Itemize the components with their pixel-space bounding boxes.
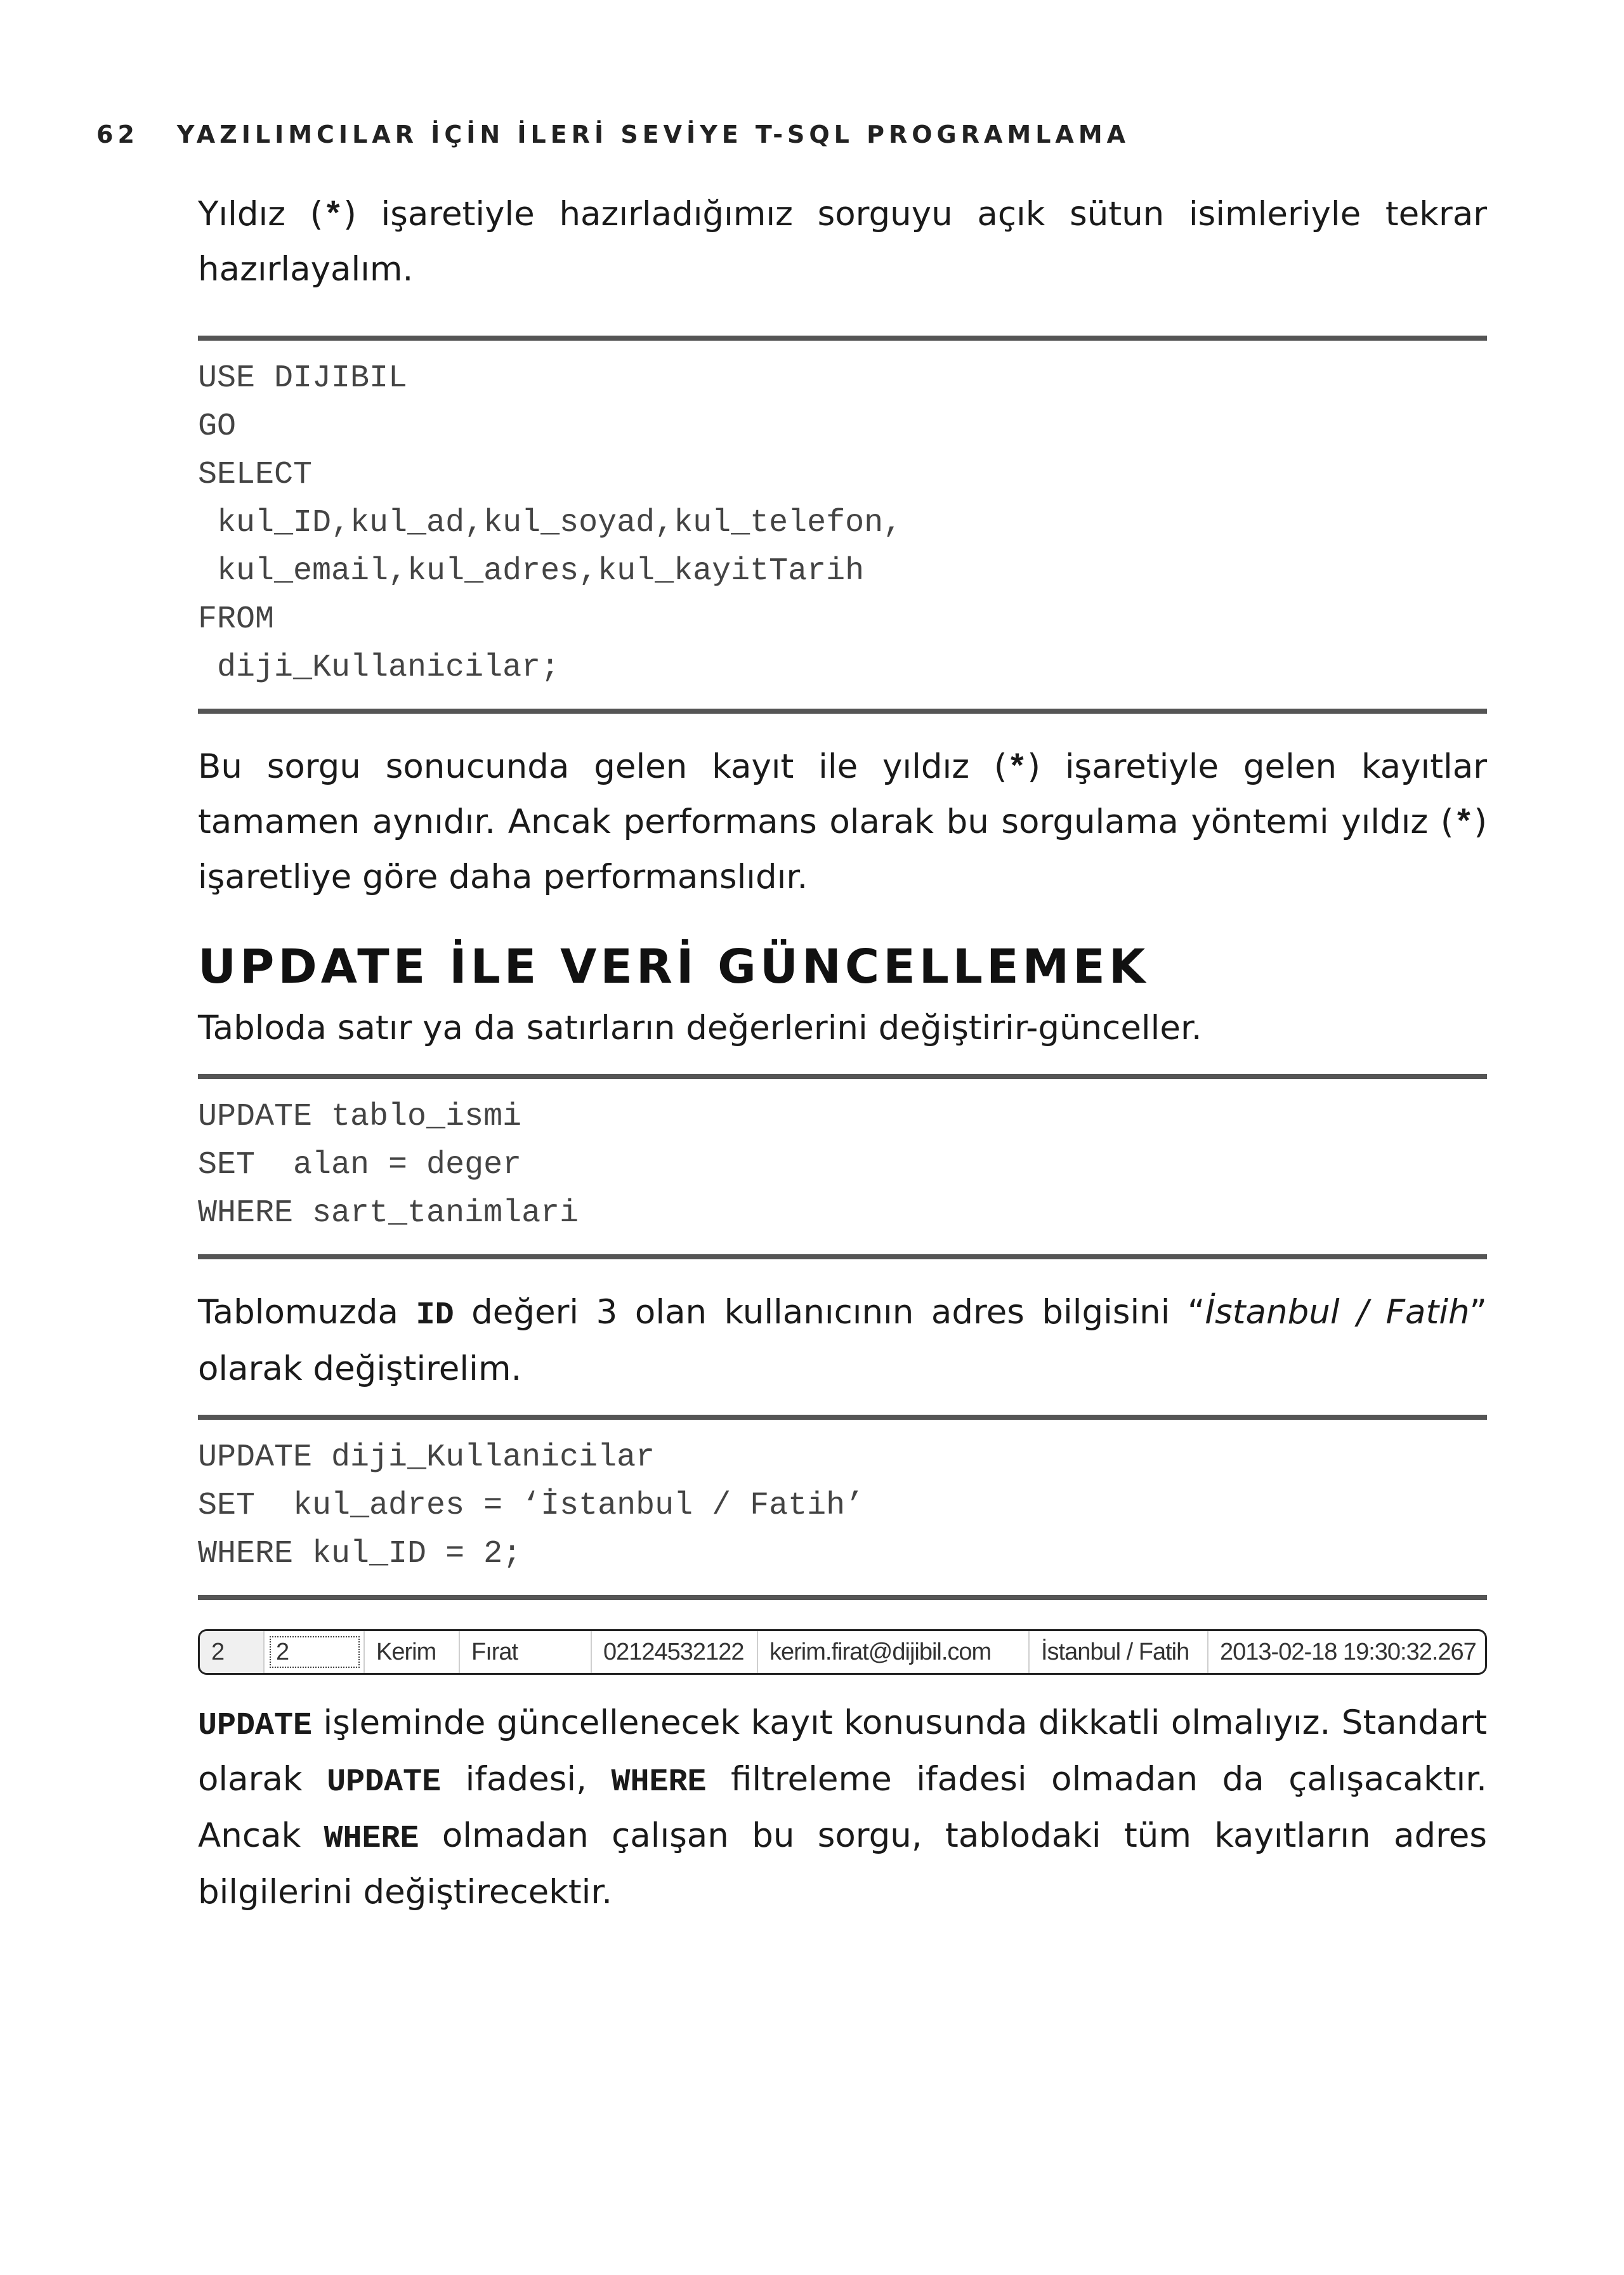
- text-run: ” olarak değiştirelim.: [198, 1293, 1488, 1388]
- text-run: ) işaretiyle hazırladığımız sorguyu açık sütun isimleriyle tekrar hazırlayalım.: [198, 195, 1487, 289]
- result-cell-surname[interactable]: Fırat: [460, 1631, 592, 1673]
- italic-address: İstanbul / Fatih: [1205, 1293, 1470, 1332]
- text-run: filtreleme ifadesi olmadan da çalışacaktır. Ancak: [198, 1760, 1487, 1855]
- text-run: ) işaretiyle gelen kayıtlar tamamen aynıdır. Ancak performans olarak bu sorgulama yöntemi yıldız (: [198, 747, 1487, 841]
- asterisk-code: *: [1007, 750, 1028, 788]
- code-block-update-syntax: [198, 1074, 1487, 1259]
- result-cell-address[interactable]: İstanbul / Fatih: [1030, 1631, 1208, 1673]
- keyword-where: WHERE: [324, 1821, 419, 1857]
- text-run: Tablomuzda: [198, 1293, 416, 1332]
- running-header: [96, 115, 1492, 154]
- result-cell-email[interactable]: kerim.firat@dijibil.com: [758, 1631, 1030, 1673]
- code-line: kul_ID,kul_ad,kul_soyad,kul_telefon,: [198, 505, 903, 541]
- code-line: UPDATE diji_Kullanicilar: [198, 1439, 655, 1476]
- example-paragraph: [198, 1286, 1487, 1396]
- result-cell-date[interactable]: 2013-02-18 19:30:32.267: [1220, 1638, 1476, 1665]
- keyword-update: UPDATE: [198, 1708, 313, 1744]
- result-cell-name[interactable]: Kerim: [365, 1631, 460, 1673]
- result-row-number: 2: [200, 1631, 265, 1673]
- intro-paragraph: [198, 188, 1487, 296]
- code-line: SET alan = deger: [198, 1147, 522, 1183]
- result-cell-phone[interactable]: 02124532122: [592, 1631, 758, 1673]
- code-line: GO: [198, 409, 237, 445]
- code-line: kul_email,kul_adres,kul_kayitTarih: [198, 553, 865, 589]
- warning-paragraph: [198, 1696, 1487, 1919]
- code-line: FROM: [198, 601, 275, 638]
- book-title: YAZILIMCILAR İÇİN İLERİ SEVİYE T-SQL PROGRAMLAMA: [176, 121, 1130, 148]
- code-block-update-example: [198, 1415, 1487, 1600]
- text-run: ) işaretliye göre daha performanslıdır.: [198, 803, 1487, 896]
- text-run: Yıldız (: [198, 195, 324, 233]
- keyword-id: ID: [416, 1297, 454, 1334]
- text-run: ifadesi,: [441, 1760, 612, 1799]
- text-run: olmadan çalışan bu sorgu, tablodaki tüm kayıtların adres bilgilerini değiştirecektir.: [198, 1816, 1487, 1911]
- code-line: USE DIJIBIL: [198, 360, 408, 397]
- keyword-where: WHERE: [611, 1764, 707, 1800]
- page-content: [198, 188, 1487, 1919]
- text-run: Bu sorgu sonucunda gelen kayıt ile yıldız (: [198, 747, 1007, 786]
- asterisk-code: *: [323, 197, 344, 235]
- keyword-update: UPDATE: [327, 1764, 442, 1800]
- code-line: WHERE kul_ID = 2;: [198, 1536, 522, 1572]
- page-number: 62: [96, 121, 139, 148]
- code-line: SELECT: [198, 457, 313, 493]
- update-description: Tabloda satır ya da satırların değerlerini değiştirir-günceller.: [198, 1009, 1202, 1047]
- query-result-row: [198, 1629, 1487, 1675]
- asterisk-code: *: [1453, 805, 1474, 843]
- code-line: SET kul_adres = ‘İstanbul / Fatih’: [198, 1488, 865, 1524]
- text-run: değeri 3 olan kullanıcının adres bilgisini “: [454, 1293, 1205, 1332]
- code-line: UPDATE tablo_ismi: [198, 1099, 522, 1135]
- code-line: diji_Kullanicilar;: [198, 650, 560, 686]
- text-run: işleminde güncellenecek kayıt konusunda dikkatli olmalıyız. Standart olarak: [198, 1703, 1487, 1799]
- result-cell-id[interactable]: 2: [265, 1631, 365, 1673]
- comparison-paragraph: [198, 740, 1487, 904]
- section-heading: UPDATE İLE VERİ GÜNCELLEMEK: [198, 940, 1149, 994]
- code-block-select: [198, 336, 1487, 714]
- code-line: WHERE sart_tanimlari: [198, 1195, 579, 1231]
